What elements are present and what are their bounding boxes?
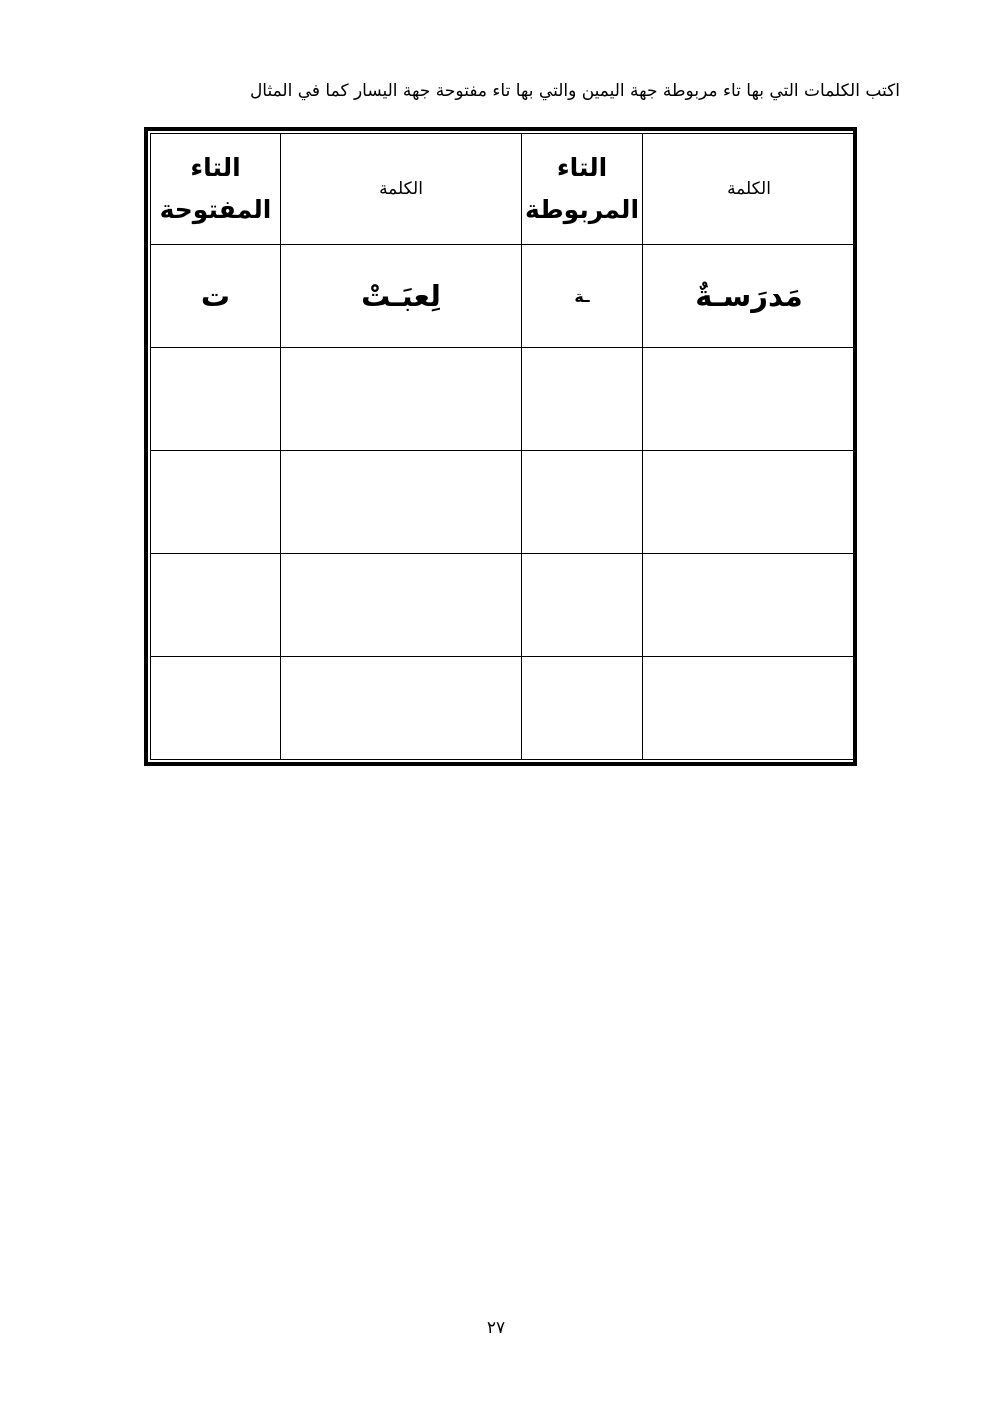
header-tied-taa-line1: التاء [556,153,608,182]
example-open-taa-text: ت [200,279,231,313]
answer-row [151,451,856,554]
header-word-left [281,134,522,245]
answer-cell[interactable] [151,348,281,451]
exercise-table [150,133,856,760]
header-open-taa [151,134,281,245]
answer-cell[interactable] [522,554,643,657]
page-number: ٢٧ [486,1318,506,1338]
example-open-taa [151,245,281,348]
answer-cell[interactable] [281,451,522,554]
example-word-right-text: مَدرَسـةٌ [695,279,803,313]
answer-row [151,348,856,451]
answer-cell[interactable] [643,657,856,760]
instruction-text: اكتب الكلمات التي بها تاء مربوطة جهة اليمين والتي بها تاء مفتوحة جهة اليسار كما في المثال [249,81,900,101]
answer-cell[interactable] [151,451,281,554]
answer-cell[interactable] [643,554,856,657]
header-open-taa-line1: التاء [190,153,241,182]
example-word-left-text: لِعبَـتْ [361,279,441,313]
header-word-left-label: الكلمة [379,179,423,199]
answer-cell[interactable] [522,348,643,451]
answer-cell[interactable] [281,554,522,657]
header-tied-taa [522,134,643,245]
header-word-right [643,134,856,245]
answer-cell[interactable] [281,348,522,451]
answer-row [151,657,856,760]
answer-cell[interactable] [643,348,856,451]
example-tied-taa-text: ـة [574,286,590,306]
header-open-taa-line2: المفتوحة [159,195,272,224]
table-header-row [151,134,856,245]
example-word-right [643,245,856,348]
answer-cell[interactable] [643,451,856,554]
example-tied-taa [522,245,643,348]
example-word-left [281,245,522,348]
header-word-right-label: الكلمة [727,179,771,199]
header-tied-taa-line2: المربوطة [524,195,640,224]
answer-cell[interactable] [522,657,643,760]
answer-cell[interactable] [281,657,522,760]
example-row [151,245,856,348]
answer-cell[interactable] [151,554,281,657]
exercise-table-frame [144,127,857,766]
answer-cell[interactable] [151,657,281,760]
answer-cell[interactable] [522,451,643,554]
answer-row [151,554,856,657]
